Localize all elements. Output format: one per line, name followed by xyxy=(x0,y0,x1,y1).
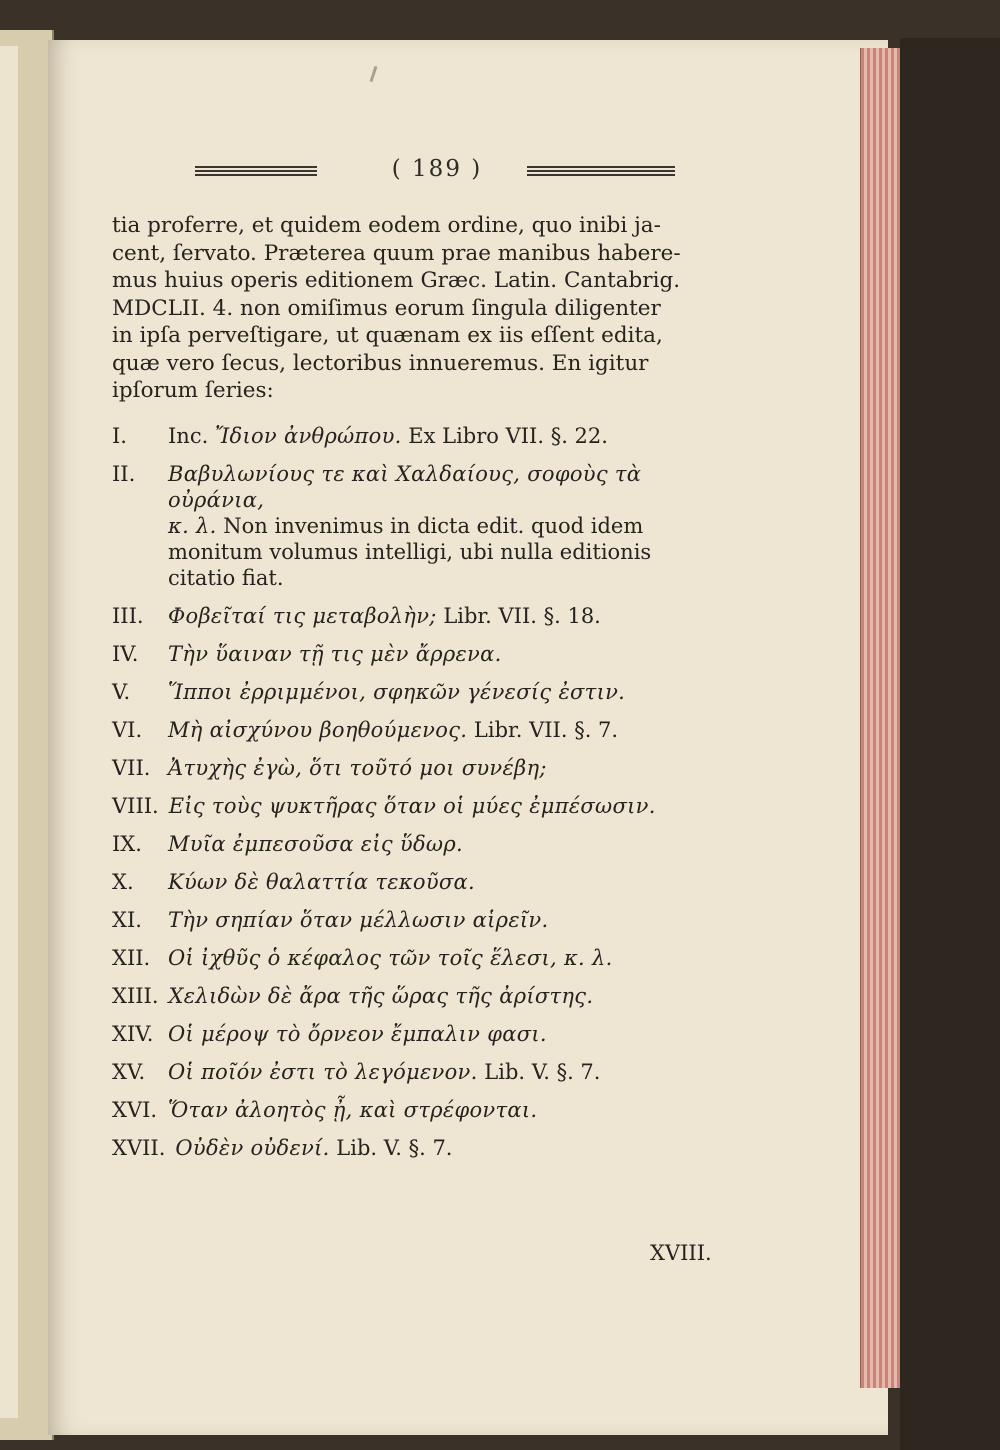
entry-greek: Οὐδὲν οὐδενί. xyxy=(175,1135,330,1160)
entry-list xyxy=(112,423,732,1161)
intro-line: quæ vero ſecus, lectoribus innueremus. En igitur xyxy=(112,350,649,376)
entry-line xyxy=(168,641,732,667)
previous-page-margin xyxy=(0,46,18,1418)
entry-line xyxy=(169,793,732,819)
entry-number: V. xyxy=(112,679,131,704)
intro-line: mus huius operis editionem Græc. Latin. Cantabrig. xyxy=(112,268,681,293)
entry-item xyxy=(112,603,732,629)
entry-number: XII. xyxy=(112,945,151,970)
entry-number: XIII. xyxy=(112,983,159,1008)
entry-item xyxy=(112,831,732,857)
entry-greek: Οἱ ποῖόν ἐστι τὸ λεγόμενον. xyxy=(168,1059,478,1084)
entry-greek: Τὴν ὕαιναν τῇ τις μὲν ἄρρενα. xyxy=(168,641,502,666)
entry-citation: Lib. V. §. 7. xyxy=(329,1135,453,1160)
entry-number: VI. xyxy=(112,717,143,742)
entry-item xyxy=(112,423,732,449)
entry-number: VIII. xyxy=(112,793,159,818)
entry-line xyxy=(169,983,732,1009)
entry-citation: Libr. VII. §. 18. xyxy=(436,603,601,628)
entry-item xyxy=(112,755,732,781)
entry-content xyxy=(168,907,732,933)
entry-line xyxy=(168,1021,732,1047)
entry-citation: Lib. V. §. 7. xyxy=(477,1059,601,1084)
entry-citation: Ex Libro VII. §. 22. xyxy=(401,423,608,448)
intro-line: cent, ſervato. Præterea quum prae manibus habere- xyxy=(112,240,681,266)
entry-content xyxy=(168,461,732,591)
header-rule-left xyxy=(195,166,317,177)
entry-latin: monitum volumus intelligi, ubi nulla editionis xyxy=(168,539,652,564)
entry-item xyxy=(112,907,732,933)
entry-content xyxy=(168,1097,732,1123)
entry-item xyxy=(112,461,732,591)
entry-number: XIV. xyxy=(112,1021,154,1046)
entry-greek: Ὅταν ἀλοητὸς ᾖ, καὶ στρέφονται. xyxy=(168,1097,538,1122)
entry-item xyxy=(112,679,732,705)
book-cover xyxy=(900,38,1000,1450)
page-fore-edge xyxy=(860,48,901,1388)
entry-line xyxy=(168,513,732,539)
entry-line xyxy=(168,755,732,781)
entry-item xyxy=(112,983,732,1009)
entry-number: XI. xyxy=(112,907,142,932)
entry-line xyxy=(168,869,732,895)
intro-line: tia proferre, et quidem eodem ordine, quo inibi ja- xyxy=(112,213,661,238)
entry-greek: Χελιδὼν δὲ ἄρα τῆς ὥρας τῆς ἀρίστης. xyxy=(168,983,594,1008)
catchword: XVIII. xyxy=(650,1241,712,1265)
entry-citation: Libr. VII. §. 7. xyxy=(467,717,619,742)
entry-citation: Non invenimus in dicta edit. quod idem xyxy=(216,513,644,538)
entry-line xyxy=(168,945,732,971)
entry-number: IX. xyxy=(112,831,142,856)
entry-content xyxy=(168,603,732,629)
entry-number: VII. xyxy=(112,755,151,780)
entry-greek: κ. λ. xyxy=(168,513,217,538)
entry-item xyxy=(112,641,732,667)
page-header xyxy=(195,156,675,192)
entry-greek: Φοβεῖταί τις μεταβολὴν; xyxy=(168,603,437,628)
entry-number: II. xyxy=(112,461,136,486)
entry-item xyxy=(112,1135,732,1161)
entry-line xyxy=(168,907,732,933)
entry-line xyxy=(168,1097,732,1123)
entry-item xyxy=(112,793,732,819)
entry-greek: Βαβυλωνίους τε καὶ Χαλδαίους, σοφοὺς τὰ οὐράνια, xyxy=(168,461,642,512)
entry-number: I. xyxy=(112,423,127,448)
entry-greek: Τὴν σηπίαν ὅταν μέλλωσιν αἱρεῖν. xyxy=(168,907,549,932)
entry-line xyxy=(168,1059,732,1085)
entry-item xyxy=(112,945,732,971)
entry-line xyxy=(175,1135,732,1161)
entry-number: XVI. xyxy=(112,1097,158,1122)
entry-content xyxy=(168,755,732,781)
entry-item xyxy=(112,1059,732,1085)
entry-number: IV. xyxy=(112,641,139,666)
entry-greek: Οἱ μέροψ τὸ ὄρνεον ἔμπαλιν φασι. xyxy=(168,1021,547,1046)
entry-greek: Μυῖα ἐμπεσοῦσα εἰς ὕδωρ. xyxy=(168,831,463,856)
entry-line xyxy=(168,565,732,591)
entry-greek: Μὴ αἰσχύνου βοηθούμενος. xyxy=(168,717,468,742)
entry-content xyxy=(168,1059,732,1085)
page-text xyxy=(112,212,732,1173)
entry-line xyxy=(168,831,732,857)
intro-line: MDCLII. 4. non omiſimus eorum ſingula diligenter xyxy=(112,295,661,321)
entry-greek: Ἵπποι ἐρριμμένοι, σφηκῶν γένεσίς ἐστιν. xyxy=(168,679,626,704)
entry-number: X. xyxy=(112,869,134,894)
entry-latin: Inc. xyxy=(168,423,215,448)
entry-latin: citatio fiat. xyxy=(168,565,284,590)
entry-item xyxy=(112,717,732,743)
entry-content xyxy=(168,423,732,449)
intro-line: ipſorum ſeries: xyxy=(112,378,274,403)
entry-content xyxy=(169,793,732,819)
entry-greek: Εἰς τοὺς ψυκτῆρας ὅταν οἱ μύες ἐμπέσωσιν. xyxy=(168,793,656,818)
entry-line xyxy=(168,717,732,743)
entry-content xyxy=(168,831,732,857)
intro-paragraph xyxy=(112,212,732,405)
entry-greek: Ἀτυχὴς ἐγὼ, ὅτι τοῦτό μοι συνέβη; xyxy=(168,755,547,780)
entry-greek: Οἱ ἰχθῦς ὁ κέφαλος τῶν τοῖς ἕλεσι, κ. λ. xyxy=(168,945,613,970)
header-rule-right xyxy=(527,166,675,177)
entry-line xyxy=(168,603,732,629)
entry-content xyxy=(168,641,732,667)
entry-item xyxy=(112,1097,732,1123)
entry-content xyxy=(168,679,732,705)
entry-number: XVII. xyxy=(112,1135,166,1160)
entry-content xyxy=(169,983,732,1009)
entry-item xyxy=(112,869,732,895)
entry-content xyxy=(168,945,732,971)
entry-content xyxy=(168,717,732,743)
page-number: ( 189 ) xyxy=(391,156,483,182)
entry-line xyxy=(168,539,732,565)
entry-content xyxy=(168,1021,732,1047)
entry-number: III. xyxy=(112,603,144,628)
entry-content xyxy=(175,1135,732,1161)
entry-line xyxy=(168,461,732,513)
intro-line: in ipſa perveſtigare, ut quænam ex iis eſſent edita, xyxy=(112,323,663,348)
entry-content xyxy=(168,869,732,895)
entry-number: XV. xyxy=(112,1059,146,1084)
entry-item xyxy=(112,1021,732,1047)
entry-line xyxy=(168,679,732,705)
entry-greek: Κύων δὲ θαλαττία τεκοῦσα. xyxy=(168,869,476,894)
entry-line xyxy=(168,423,732,449)
entry-greek: Ἴδιον ἀνθρώπου. xyxy=(214,423,402,448)
